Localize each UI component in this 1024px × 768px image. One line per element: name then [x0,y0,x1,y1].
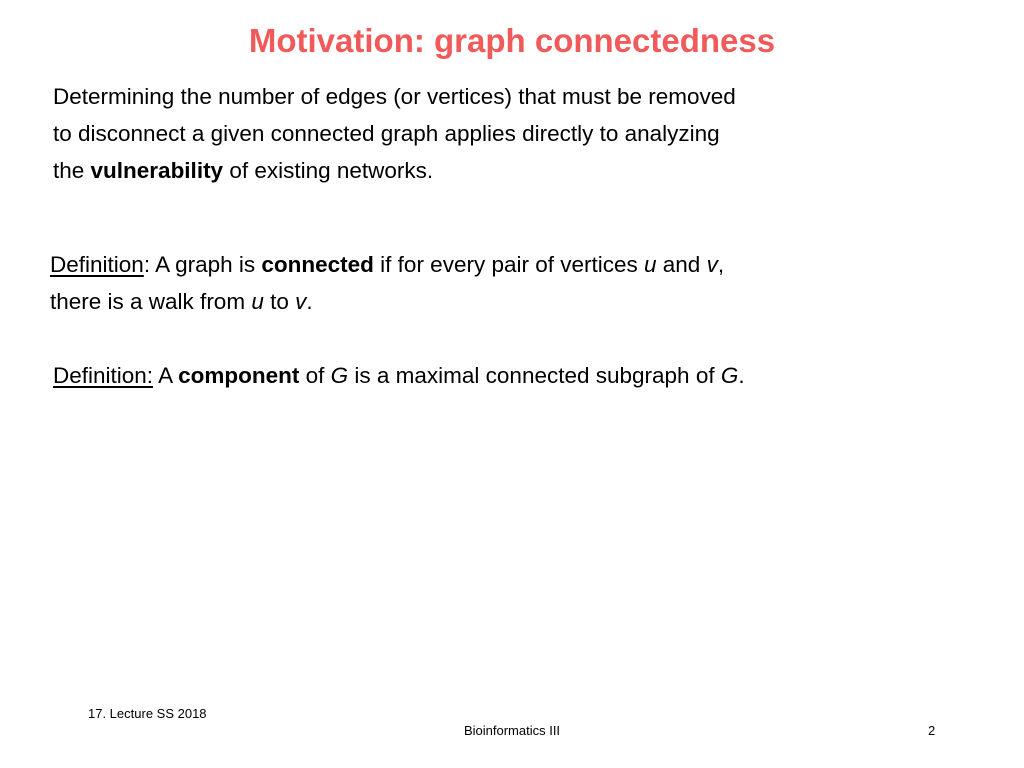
variable-g: G [330,363,349,388]
def1-text-3: and [656,252,707,277]
def2-text-1: A [153,363,179,388]
intro-line-1: Determining the number of edges (or vertices) that must be removed [53,84,736,109]
page-number: 2 [928,723,936,738]
def1-line2-end: . [306,289,313,314]
slide-title [0,22,1024,60]
definition-connected-line-2 [50,283,724,320]
def2-text-4: . [738,363,745,388]
variable-g-2: G [720,363,739,388]
variable-u-2: u [251,289,264,314]
vulnerability-term: vulnerability [90,158,224,183]
definition-connected [50,246,724,320]
intro-paragraph [53,78,953,189]
variable-u: u [644,252,657,277]
definition-label-2: Definition: [53,363,154,388]
def2-text-3: is a maximal connected subgraph of [348,363,721,388]
footer-course [0,723,1024,738]
intro-line-2: to disconnect a given connected graph applies directly to analyzing [53,121,720,146]
def2-text-2: of [299,363,331,388]
variable-v: v [706,252,718,277]
definition-connected-line-1 [50,246,724,283]
intro-line-3 [53,152,953,189]
intro-line-3-pre: the [53,158,91,183]
def1-line2-pre: there is a walk from [50,289,252,314]
def1-text-1: : A graph is [143,252,262,277]
footer-course-text: Bioinformatics III [463,723,561,738]
component-term: component [178,363,300,388]
def1-text-2: if for every pair of vertices [373,252,645,277]
slide-title-text: Motivation: graph connectedness [248,22,776,59]
definition-component [53,357,745,394]
connected-term: connected [261,252,374,277]
def1-line2-mid: to [263,289,296,314]
footer-lecture: 17. Lecture SS 2018 [88,706,207,721]
variable-v-2: v [295,289,307,314]
intro-line-3-post: of existing networks. [223,158,434,183]
definition-label: Definition [50,252,144,277]
def1-text-4: , [717,252,725,277]
